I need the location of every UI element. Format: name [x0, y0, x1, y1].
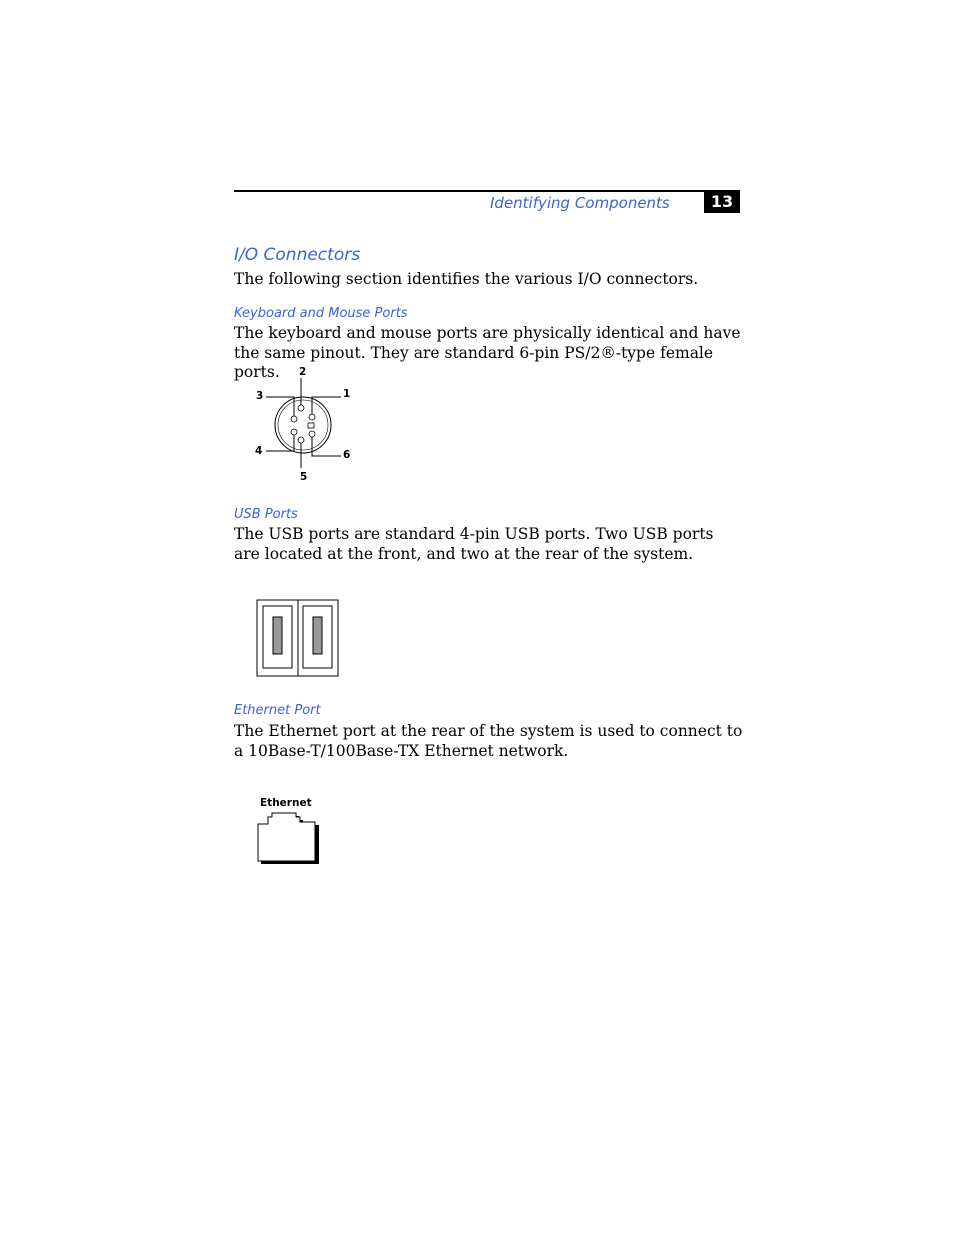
keyboard-mouse-body: The keyboard and mouse ports are physically identical and have the same pinout. They are standard 6-pin PS/2®-type female ports.: [234, 324, 741, 381]
pin-hole-6: [309, 431, 315, 437]
pin-label-4: 4: [255, 445, 263, 457]
pin-label-2: 2: [299, 366, 307, 378]
pin-label-1: 1: [343, 388, 351, 400]
section-title: I/O Connectors: [234, 245, 361, 265]
header-rule: [234, 190, 740, 192]
usb-port-left-tongue: [273, 617, 282, 654]
ethernet-diagram-label: Ethernet: [260, 797, 312, 809]
pin-hole-1: [309, 414, 315, 420]
rj45-port-outline: [258, 813, 315, 861]
usb-heading: USB Ports: [234, 507, 298, 522]
pin-hole-5: [298, 437, 304, 443]
section-intro: The following section identifies the various I/O connectors.: [234, 270, 699, 288]
pin-hole-2: [298, 405, 304, 411]
pin-label-6: 6: [343, 449, 351, 461]
ps2-key-notch: [308, 423, 314, 428]
ps2-port-diagram: [248, 362, 358, 487]
ethernet-body: The Ethernet port at the rear of the system is used to connect to a 10Base-T/100Base-TX Ethernet network.: [234, 722, 743, 760]
usb-body: The USB ports are standard 4-pin USB ports. Two USB ports are located at the front, and two at the rear of the system.: [234, 525, 714, 563]
pin-hole-4: [291, 429, 297, 435]
usb-ports-diagram: [256, 599, 341, 678]
running-header-title: Identifying Components: [490, 194, 670, 212]
page-number: 13: [704, 191, 740, 213]
ethernet-heading: Ethernet Port: [234, 703, 321, 718]
ethernet-port-diagram: [255, 793, 325, 868]
pin-label-5: 5: [300, 471, 308, 483]
usb-port-right-tongue: [313, 617, 322, 654]
keyboard-mouse-heading: Keyboard and Mouse Ports: [234, 306, 408, 321]
pin-hole-3: [291, 416, 297, 422]
pin-label-3: 3: [256, 390, 264, 402]
